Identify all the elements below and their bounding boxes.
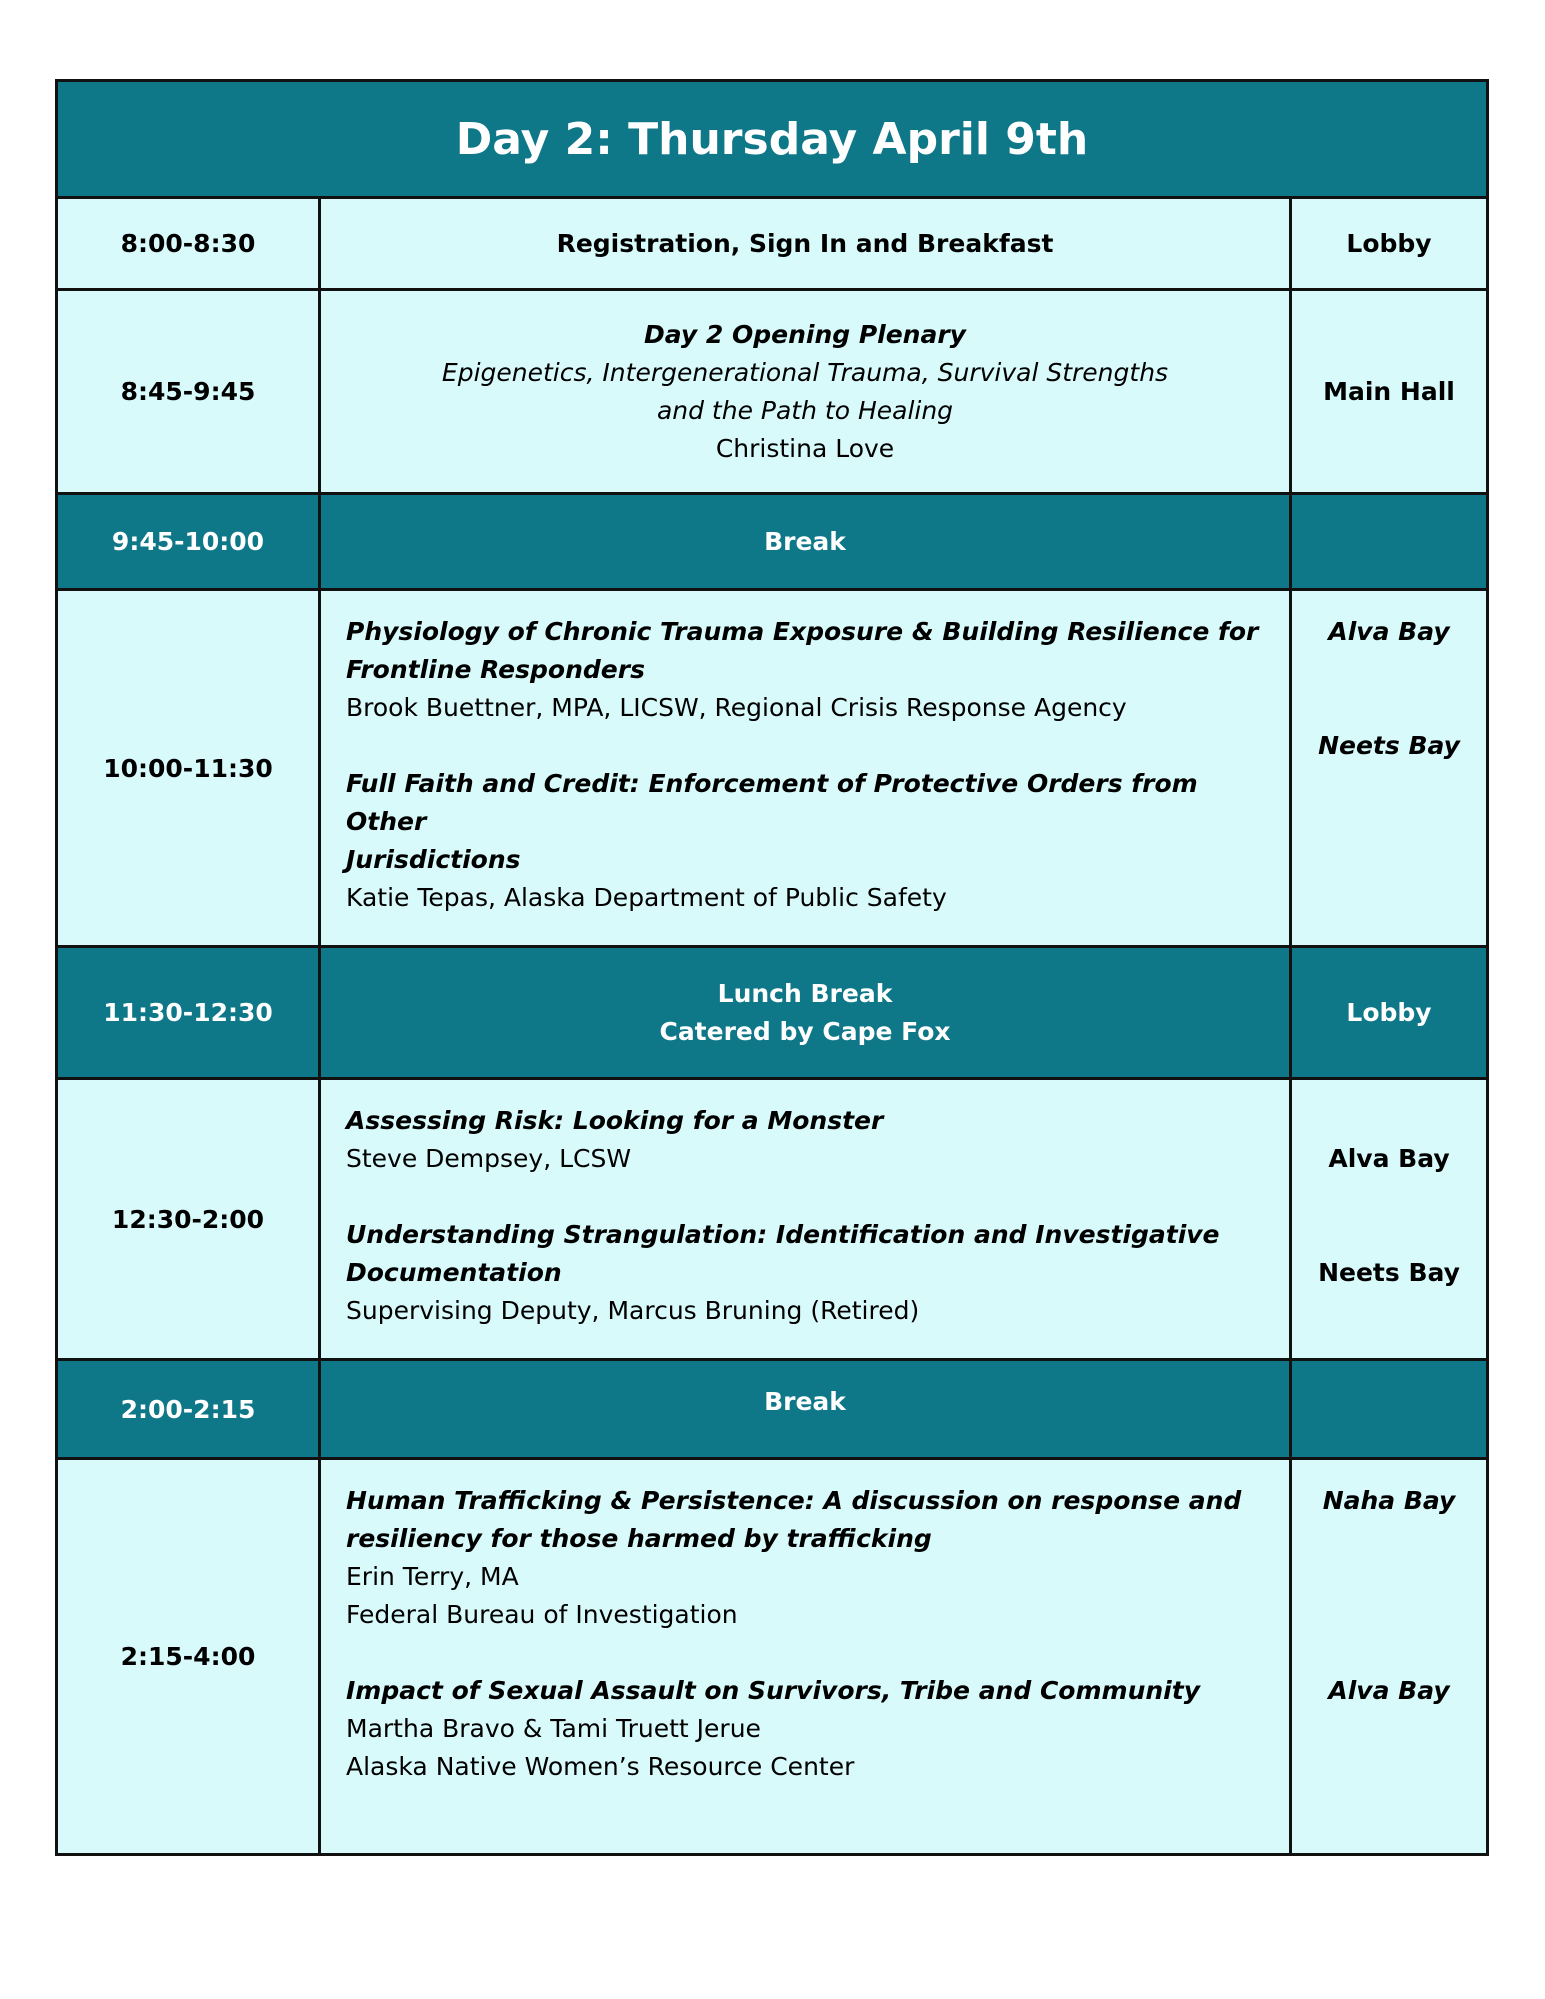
schedule-table bbox=[55, 79, 1489, 1856]
schedule-row bbox=[57, 290, 1488, 494]
session-label: Catered by Cape Fox bbox=[659, 1016, 951, 1046]
breakout-sessions bbox=[320, 590, 1291, 947]
schedule-row bbox=[57, 198, 1488, 290]
room-list bbox=[1291, 1079, 1488, 1360]
breakout-session bbox=[346, 1216, 1269, 1330]
room-name: Lobby bbox=[1291, 198, 1488, 290]
breakout-session bbox=[346, 1102, 1269, 1178]
session-title: Human Trafficking & Persistence: A discussion on response and bbox=[346, 1486, 1242, 1515]
session-presenter: Christina Love bbox=[715, 433, 895, 463]
breakout-sessions bbox=[320, 1459, 1291, 1855]
table-header-row bbox=[57, 81, 1488, 198]
lunch-label bbox=[320, 947, 1291, 1079]
session-title: Assessing Risk: Looking for a Monster bbox=[346, 1106, 884, 1135]
page-title: Day 2: Thursday April 9th bbox=[57, 81, 1488, 198]
breakout-session bbox=[346, 1482, 1269, 1634]
room-name: Lobby bbox=[1291, 947, 1488, 1079]
session-presenter: Brook Buettner, MPA, LICSW, Regional Crisis Response Agency bbox=[346, 693, 1127, 722]
room-list bbox=[1291, 1459, 1488, 1855]
time-slot: 12:30-2:00 bbox=[57, 1079, 320, 1360]
schedule-row bbox=[57, 1459, 1488, 1855]
time-slot: 9:45-10:00 bbox=[57, 494, 320, 590]
session-title: Physiology of Chronic Trauma Exposure & Building Resilience for bbox=[346, 617, 1259, 646]
breakout-session bbox=[346, 1672, 1269, 1786]
room-name: Alva Bay bbox=[1328, 617, 1450, 646]
room-name: Neets Bay bbox=[1318, 1258, 1460, 1287]
session-title: resiliency for those harmed by trafficking bbox=[346, 1524, 932, 1553]
session-title: Jurisdictions bbox=[346, 845, 521, 874]
breakout-session bbox=[346, 613, 1269, 727]
session-presenter: Erin Terry, MA bbox=[346, 1562, 519, 1591]
time-slot: 11:30-12:30 bbox=[57, 947, 320, 1079]
room-name: Neets Bay bbox=[1318, 731, 1460, 760]
session-presenter-org: Federal Bureau of Investigation bbox=[346, 1600, 738, 1629]
time-slot: 8:00-8:30 bbox=[57, 198, 320, 290]
session-label: Break bbox=[320, 1360, 1291, 1459]
session-title: Frontline Responders bbox=[346, 655, 645, 684]
breakout-sessions bbox=[320, 1079, 1291, 1360]
break-row bbox=[57, 494, 1488, 590]
break-row bbox=[57, 1360, 1488, 1459]
session-subtitle: Epigenetics, Intergenerational Trauma, Survival Strengths bbox=[441, 357, 1169, 387]
room-name: Alva Bay bbox=[1328, 1144, 1450, 1173]
session-title: Understanding Strangulation: Identification and Investigative bbox=[346, 1220, 1220, 1249]
session-subtitle: and the Path to Healing bbox=[656, 395, 954, 425]
room-name bbox=[1291, 494, 1488, 590]
session-presenter: Steve Dempsey, LCSW bbox=[346, 1144, 632, 1173]
room-name bbox=[1291, 1360, 1488, 1459]
room-list bbox=[1291, 590, 1488, 947]
time-slot: 8:45-9:45 bbox=[57, 290, 320, 494]
session-title: Day 2 Opening Plenary bbox=[644, 319, 966, 349]
room-name: Alva Bay bbox=[1328, 1676, 1450, 1705]
session-label: Lunch Break bbox=[717, 978, 893, 1008]
lunch-row bbox=[57, 947, 1488, 1079]
session-presenter: Katie Tepas, Alaska Department of Public Safety bbox=[346, 883, 947, 912]
schedule-row bbox=[57, 1079, 1488, 1360]
schedule-row bbox=[57, 590, 1488, 947]
time-slot: 2:15-4:00 bbox=[57, 1459, 320, 1855]
breakout-session bbox=[346, 765, 1269, 917]
session-label: Break bbox=[320, 494, 1291, 590]
room-name: Naha Bay bbox=[1322, 1486, 1456, 1515]
session-title: Full Faith and Credit: Enforcement of Protective Orders from Other bbox=[346, 769, 1198, 836]
session-label: Registration, Sign In and Breakfast bbox=[320, 198, 1291, 290]
plenary-session bbox=[320, 290, 1291, 494]
time-slot: 10:00-11:30 bbox=[57, 590, 320, 947]
room-name: Main Hall bbox=[1291, 290, 1488, 494]
session-presenter: Supervising Deputy, Marcus Bruning (Retired) bbox=[346, 1296, 920, 1325]
time-slot: 2:00-2:15 bbox=[57, 1360, 320, 1459]
session-title: Documentation bbox=[346, 1258, 562, 1287]
session-presenter: Martha Bravo & Tami Truett Jerue bbox=[346, 1714, 761, 1743]
session-presenter-org: Alaska Native Women’s Resource Center bbox=[346, 1752, 855, 1781]
session-title: Impact of Sexual Assault on Survivors, Tribe and Community bbox=[346, 1676, 1200, 1705]
